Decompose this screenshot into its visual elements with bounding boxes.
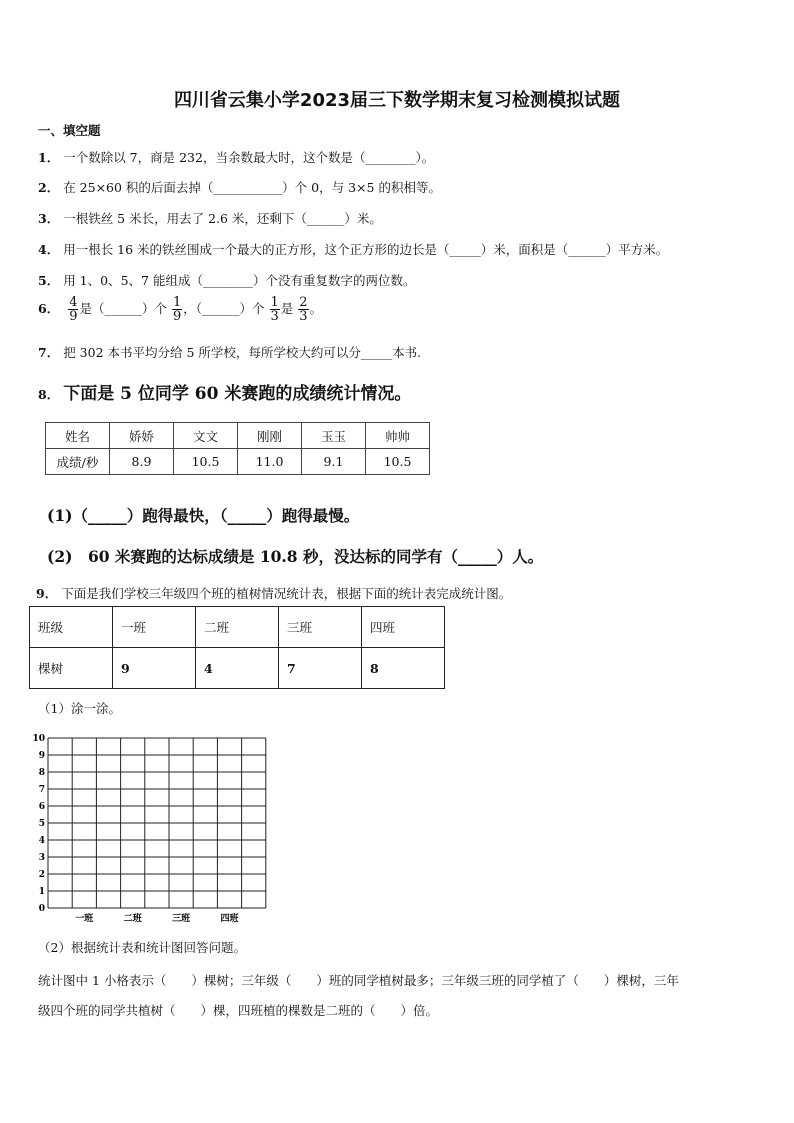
question-text: 是（______）个 xyxy=(79,301,167,316)
y-tick-label: 0 xyxy=(38,904,45,914)
section-heading: 一、填空题 xyxy=(38,123,101,138)
question-3 xyxy=(38,209,382,227)
question-6 xyxy=(38,296,322,323)
table-cell: 文文 xyxy=(174,423,238,449)
question-text: 用 1、0、5、7 能组成（________）个没有重复数字的两位数。 xyxy=(63,273,416,288)
table-cell: 10.5 xyxy=(174,449,238,475)
question-4 xyxy=(38,240,668,258)
table-cell: 帅帅 xyxy=(366,423,430,449)
question-9-line-2: 级四个班的同学共植树（ ）棵，四班植的棵数是二班的（ ）倍。 xyxy=(38,1003,439,1018)
fraction-numerator: 1 xyxy=(172,295,182,310)
table-cell: 8.9 xyxy=(110,449,174,475)
question-text: 是 xyxy=(280,301,294,316)
question-text: 下面是我们学校三年级四个班的植树情况统计表，根据下面的统计表完成统计图。 xyxy=(61,586,512,601)
table-cell: 一班 xyxy=(113,607,196,648)
x-tick-label: 三班 xyxy=(172,914,191,924)
question-text: 一个数除以 7，商是 232，当余数最大时，这个数是（________）。 xyxy=(63,150,435,165)
question-text: 在 25×60 积的后面去掉（___________）个 0，与 3×5 的积相等。 xyxy=(63,180,441,195)
fraction xyxy=(270,296,280,323)
y-tick-label: 5 xyxy=(38,819,45,829)
question-9-line-1: 统计图中 1 小格表示（ ）棵树；三年级（ ）班的同学植树最多；三年级三班的同学植了（ ）棵树，三年 xyxy=(38,973,679,988)
question-9 xyxy=(36,584,511,602)
question-9-sub-2: （2）根据统计表和统计图回答问题。 xyxy=(38,940,246,955)
question-number: 3． xyxy=(38,211,60,226)
question-7 xyxy=(38,343,421,361)
y-tick-label: 1 xyxy=(38,887,45,897)
table-cell: 棵树 xyxy=(30,648,113,689)
question-text: 一根铁丝 5 米长，用去了 2.6 米，还剩下（______）米。 xyxy=(63,211,382,226)
tree-table xyxy=(29,606,445,689)
question-text: ，（______）个 xyxy=(183,301,265,316)
fraction-denominator: 9 xyxy=(172,309,182,324)
fraction-denominator: 9 xyxy=(69,309,78,324)
fraction-denominator: 3 xyxy=(270,309,279,324)
table-cell: 11.0 xyxy=(238,449,302,475)
table-cell: 10.5 xyxy=(366,449,430,475)
question-text: 用一根长 16 米的铁丝围成一个最大的正方形，这个正方形的边长是（_____）米，面积是（______）平方米。 xyxy=(63,242,669,257)
table-cell: 娇娇 xyxy=(110,423,174,449)
question-number: 4． xyxy=(38,242,60,257)
question-number: 2． xyxy=(38,180,60,195)
x-tick-label: 四班 xyxy=(220,914,239,924)
x-axis-labels xyxy=(75,912,239,924)
table-header-row xyxy=(30,607,445,648)
fraction xyxy=(298,296,308,323)
y-tick-label: 7 xyxy=(38,785,45,795)
x-tick-label: 二班 xyxy=(123,914,142,924)
y-tick-label: 10 xyxy=(32,734,45,744)
question-8-sub-1: (1)（_____）跑得最快，（_____）跑得最慢。 xyxy=(47,506,360,525)
table-row xyxy=(46,449,430,475)
y-tick-label: 8 xyxy=(38,768,45,778)
table-cell: 刚刚 xyxy=(238,423,302,449)
question-9-sub-1: （1）涂一涂。 xyxy=(38,701,121,716)
y-tick-label: 2 xyxy=(38,870,45,880)
y-tick-label: 6 xyxy=(38,802,45,812)
results-table xyxy=(45,422,430,475)
question-2 xyxy=(38,178,441,196)
question-number: 6． xyxy=(38,301,60,316)
bar-chart-grid[interactable] xyxy=(28,730,278,930)
y-axis-labels xyxy=(32,734,45,914)
fraction xyxy=(172,296,182,323)
question-text: 把 302 本书平均分给 5 所学校，每所学校大约可以分_____本书. xyxy=(63,345,422,360)
fraction-numerator: 4 xyxy=(69,295,78,310)
table-cell: 9.1 xyxy=(302,449,366,475)
table-cell: 7 xyxy=(279,648,362,689)
table-cell: 9 xyxy=(113,648,196,689)
question-number: 8． xyxy=(38,387,60,402)
question-8-sub-2: (2) 60 米赛跑的达标成绩是 10.8 秒，没达标的同学有（_____）人。 xyxy=(47,547,544,566)
table-cell: 8 xyxy=(362,648,445,689)
x-tick-label: 一班 xyxy=(75,914,94,924)
table-cell: 成绩/秒 xyxy=(46,449,110,475)
question-number: 5． xyxy=(38,273,60,288)
fraction xyxy=(68,296,78,323)
table-cell: 班级 xyxy=(30,607,113,648)
table-cell: 姓名 xyxy=(46,423,110,449)
table-cell: 四班 xyxy=(362,607,445,648)
y-tick-label: 4 xyxy=(38,836,45,846)
table-cell: 三班 xyxy=(279,607,362,648)
question-text: 下面是 5 位同学 60 米赛跑的成绩统计情况。 xyxy=(63,384,412,404)
table-cell: 玉玉 xyxy=(302,423,366,449)
question-number: 7． xyxy=(38,345,60,360)
question-5 xyxy=(38,271,415,289)
question-8 xyxy=(38,379,411,404)
y-tick-label: 3 xyxy=(38,853,45,863)
table-row xyxy=(30,648,445,689)
fraction-numerator: 2 xyxy=(299,295,308,310)
question-1 xyxy=(38,148,434,166)
table-cell: 二班 xyxy=(196,607,279,648)
fraction-denominator: 3 xyxy=(299,309,308,324)
page-title: 四川省云集小学2023届三下数学期末复习检测模拟试题 xyxy=(173,90,621,111)
question-number: 9． xyxy=(36,586,58,601)
question-text: 。 xyxy=(309,301,323,316)
table-header-row xyxy=(46,423,430,449)
fraction-numerator: 1 xyxy=(270,295,279,310)
y-tick-label: 9 xyxy=(38,751,45,761)
grid-lines xyxy=(48,738,266,908)
question-number: 1． xyxy=(38,150,60,165)
table-cell: 4 xyxy=(196,648,279,689)
